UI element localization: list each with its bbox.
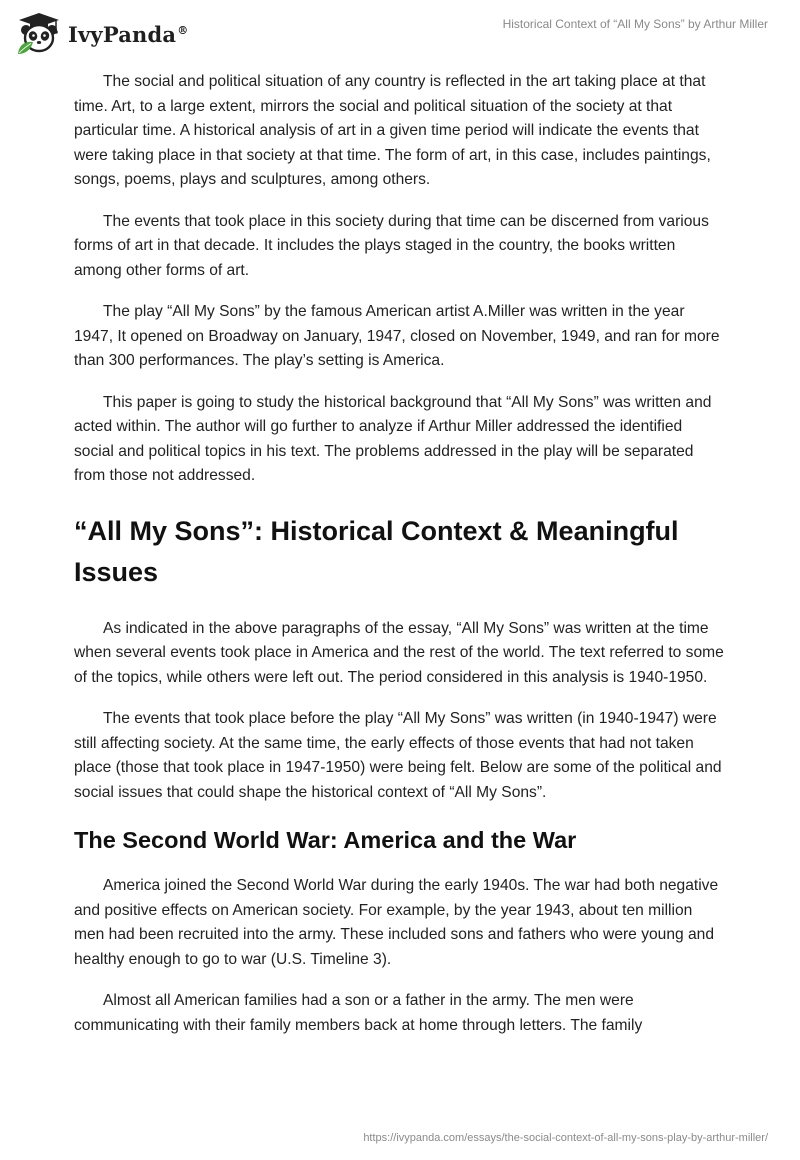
page-header [0,0,800,64]
paragraph: America joined the Second World War during the early 1940s. The war had both negative and positive effects on American society. For example, by the year 1943, about ten million men had been recruited into the army. These included sons and fathers who were young and healthy enough to go to war (U.S. Timeline 3). [74,877,719,968]
paragraph: The social and political situation of any country is reflected in the art taking place at that time. Art, to a large extent, mirrors the social and political situation of the society at that particular time. A historical analysis of art in a given time period will indicate the events that were taking place in that society at that time. The form of art, in this case, includes paintings, songs, poems, plays and sculptures, among others. [74,73,711,188]
section-heading: “All My Sons”: Historical Context & Meaningful Issues [74,515,679,587]
paragraph: Almost all American families had a son or a father in the army. The men were communicating with their family members back at home through letters. The family [74,992,643,1034]
paragraph: The events that took place before the play “All My Sons” was written (in 1940-1947) were still affecting society. At the same time, the early effects of those events that had not taken place (those that took place in 1947-1950) were being felt. Below are some of the political and social issues that could shape the historical context of “All My Sons”. [74,710,722,801]
logo-registered-mark: ® [177,23,189,37]
essay-content [74,70,724,1055]
source-url[interactable]: https://ivypanda.com/essays/the-social-context-of-all-my-sons-play-by-arthur-miller/ [363,1132,768,1144]
panda-graduation-cap-icon [14,10,64,56]
logo-text: IvyPanda® [68,21,189,47]
paragraph: The events that took place in this society during that time can be discerned from various forms of art in that decade. It includes the plays staged in the country, the books written among other forms of art. [74,212,709,279]
subsection-heading: The Second World War: America and the War [74,827,577,853]
paragraph: The play “All My Sons” by the famous American artist A.Miller was written in the year 1947, It opened on Broadway on January, 1947, closed on November, 1949, and ran for more than 300 performances. The play’s setting is America. [74,303,720,369]
ivypanda-logo[interactable] [14,10,188,56]
paragraph: As indicated in the above paragraphs of the essay, “All My Sons” was written at the time when several events took place in America and the rest of the world. The text referred to some of the topics, while others were left out. The period considered in this analysis is 1940-1950. [74,619,724,686]
document-title: Historical Context of “All My Sons” by Arthur Miller [502,17,768,31]
paragraph: This paper is going to study the historical background that “All My Sons” was written and acted within. The author will go further to analyze if Arthur Miller addressed the identified social and political topics in his text. The problems addressed in the play will be separated from those not addressed. [74,393,712,484]
